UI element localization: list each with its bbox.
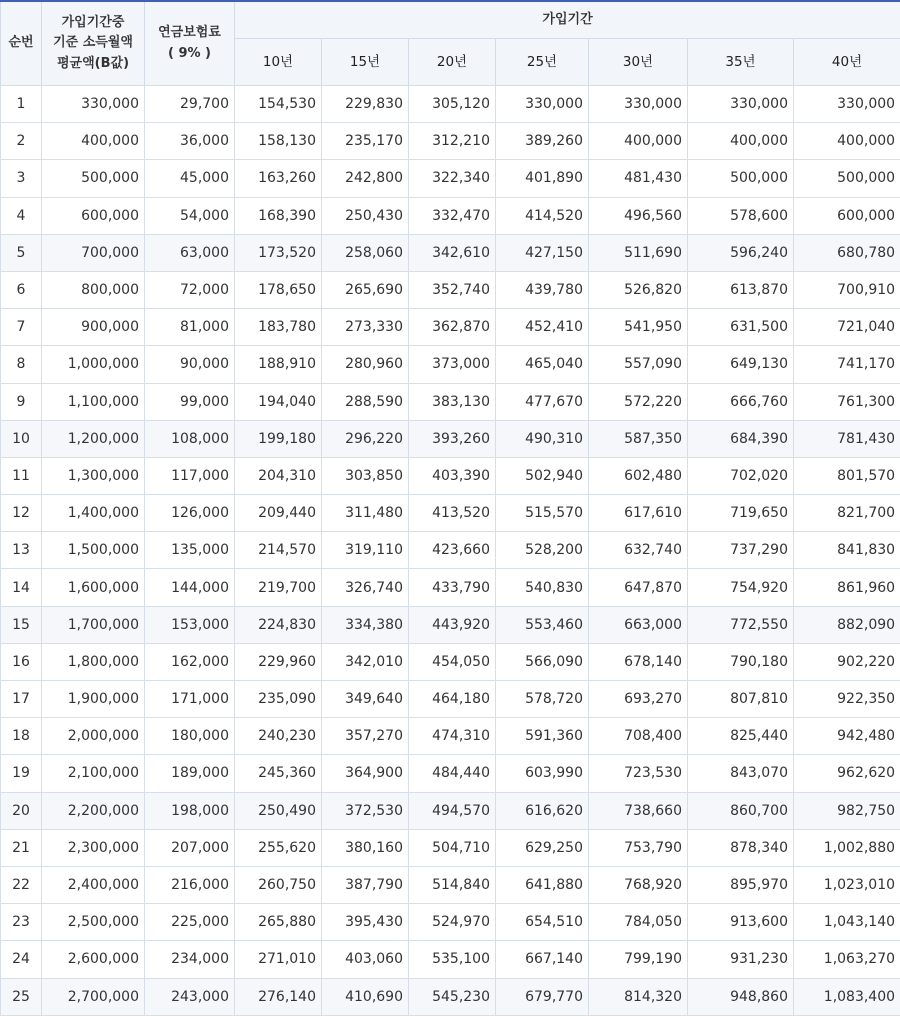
table-row [1,309,900,346]
table-row [1,383,900,420]
table-cell: 587,350 [589,420,688,457]
table-cell: 700,910 [794,271,900,308]
table-cell: 54,000 [145,197,235,234]
header-seq: 순번 [1,1,42,86]
header-premium [145,1,235,86]
table-cell: 942,480 [794,718,900,755]
table-row [1,978,900,1015]
table-cell: 629,250 [496,829,589,866]
table-cell: 807,810 [688,681,794,718]
row-number: 22 [1,866,42,903]
table-cell: 423,660 [409,532,496,569]
row-number: 18 [1,718,42,755]
table-cell: 616,620 [496,792,589,829]
table-cell: 566,090 [496,643,589,680]
table-cell: 258,060 [322,234,409,271]
row-number: 20 [1,792,42,829]
table-cell: 684,390 [688,420,794,457]
row-number: 8 [1,346,42,383]
row-number: 9 [1,383,42,420]
header-income-line: 평균액(B값) [56,55,130,71]
table-cell: 198,000 [145,792,235,829]
table-cell: 342,010 [322,643,409,680]
table-cell: 494,570 [409,792,496,829]
table-cell: 255,620 [235,829,322,866]
table-cell: 647,870 [589,569,688,606]
table-cell: 741,170 [794,346,900,383]
table-cell: 380,160 [322,829,409,866]
table-cell: 1,800,000 [42,643,145,680]
header-premium-line: ( 9% ) [167,45,211,61]
table-cell: 265,690 [322,271,409,308]
table-cell: 413,520 [409,495,496,532]
table-cell: 403,060 [322,941,409,978]
table-cell: 632,740 [589,532,688,569]
table-row [1,86,900,123]
table-cell: 452,410 [496,309,589,346]
table-cell: 596,240 [688,234,794,271]
table-cell: 357,270 [322,718,409,755]
table-cell: 334,380 [322,606,409,643]
table-cell: 153,000 [145,606,235,643]
table-cell: 349,640 [322,681,409,718]
row-number: 12 [1,495,42,532]
table-cell: 477,670 [496,383,589,420]
table-cell: 234,000 [145,941,235,978]
table-cell: 240,230 [235,718,322,755]
table-cell: 861,960 [794,569,900,606]
table-cell: 235,170 [322,123,409,160]
table-cell: 902,220 [794,643,900,680]
table-row [1,457,900,494]
table-cell: 342,610 [409,234,496,271]
header-year: 40년 [794,39,900,86]
table-cell: 207,000 [145,829,235,866]
row-number: 24 [1,941,42,978]
table-cell: 895,970 [688,866,794,903]
table-cell: 772,550 [688,606,794,643]
table-cell: 224,830 [235,606,322,643]
table-cell: 2,400,000 [42,866,145,903]
table-row [1,495,900,532]
table-cell: 373,000 [409,346,496,383]
table-cell: 154,530 [235,86,322,123]
table-cell: 738,660 [589,792,688,829]
table-cell: 603,990 [496,755,589,792]
table-cell: 1,200,000 [42,420,145,457]
table-row [1,755,900,792]
table-cell: 541,950 [589,309,688,346]
table-cell: 330,000 [42,86,145,123]
table-cell: 631,500 [688,309,794,346]
table-cell: 591,360 [496,718,589,755]
table-cell: 330,000 [794,86,900,123]
row-number: 6 [1,271,42,308]
header-year: 10년 [235,39,322,86]
table-cell: 400,000 [42,123,145,160]
table-cell: 484,440 [409,755,496,792]
table-cell: 790,180 [688,643,794,680]
table-cell: 332,470 [409,197,496,234]
table-cell: 330,000 [496,86,589,123]
table-cell: 168,390 [235,197,322,234]
header-year: 25년 [496,39,589,86]
table-cell: 1,900,000 [42,681,145,718]
table-cell: 171,000 [145,681,235,718]
table-cell: 737,290 [688,532,794,569]
table-cell: 63,000 [145,234,235,271]
table-cell: 667,140 [496,941,589,978]
table-cell: 1,700,000 [42,606,145,643]
table-cell: 500,000 [688,160,794,197]
table-cell: 841,830 [794,532,900,569]
table-cell: 578,720 [496,681,589,718]
table-cell: 557,090 [589,346,688,383]
table-row [1,160,900,197]
table-cell: 719,650 [688,495,794,532]
table-cell: 229,960 [235,643,322,680]
table-row [1,123,900,160]
row-number: 1 [1,86,42,123]
table-cell: 500,000 [794,160,900,197]
table-cell: 922,350 [794,681,900,718]
table-cell: 180,000 [145,718,235,755]
table-cell: 641,880 [496,866,589,903]
table-cell: 663,000 [589,606,688,643]
table-cell: 454,050 [409,643,496,680]
row-number: 15 [1,606,42,643]
table-cell: 216,000 [145,866,235,903]
table-cell: 931,230 [688,941,794,978]
table-cell: 1,500,000 [42,532,145,569]
table-cell: 553,460 [496,606,589,643]
table-cell: 496,560 [589,197,688,234]
row-number: 23 [1,904,42,941]
table-cell: 2,600,000 [42,941,145,978]
table-cell: 524,970 [409,904,496,941]
table-cell: 578,600 [688,197,794,234]
table-cell: 288,590 [322,383,409,420]
table-cell: 2,500,000 [42,904,145,941]
table-cell: 439,780 [496,271,589,308]
table-cell: 540,830 [496,569,589,606]
table-cell: 326,740 [322,569,409,606]
table-cell: 465,040 [496,346,589,383]
table-cell: 271,010 [235,941,322,978]
table-cell: 229,830 [322,86,409,123]
table-cell: 250,490 [235,792,322,829]
header-year: 35년 [688,39,794,86]
table-cell: 243,000 [145,978,235,1015]
table-cell: 600,000 [794,197,900,234]
table-row [1,234,900,271]
table-cell: 1,300,000 [42,457,145,494]
header-income-line: 기준 소득월액 [53,35,133,51]
header-year: 15년 [322,39,409,86]
table-cell: 265,880 [235,904,322,941]
table-cell: 2,700,000 [42,978,145,1015]
table-row [1,606,900,643]
table-cell: 72,000 [145,271,235,308]
table-cell: 754,920 [688,569,794,606]
header-premium-line: 연금보험료 [158,25,221,41]
table-cell: 2,300,000 [42,829,145,866]
table-cell: 305,120 [409,86,496,123]
table-cell: 311,480 [322,495,409,532]
table-cell: 843,070 [688,755,794,792]
table-cell: 502,940 [496,457,589,494]
table-cell: 235,090 [235,681,322,718]
table-cell: 504,710 [409,829,496,866]
table-row [1,829,900,866]
row-number: 5 [1,234,42,271]
row-number: 11 [1,457,42,494]
table-cell: 280,960 [322,346,409,383]
table-cell: 490,310 [496,420,589,457]
row-number: 3 [1,160,42,197]
table-cell: 189,000 [145,755,235,792]
table-cell: 242,800 [322,160,409,197]
row-number: 4 [1,197,42,234]
table-cell: 214,570 [235,532,322,569]
table-cell: 913,600 [688,904,794,941]
table-cell: 194,040 [235,383,322,420]
table-cell: 1,063,270 [794,941,900,978]
table-cell: 364,900 [322,755,409,792]
table-cell: 312,210 [409,123,496,160]
table-cell: 387,790 [322,866,409,903]
table-cell: 99,000 [145,383,235,420]
table-cell: 1,400,000 [42,495,145,532]
table-row [1,792,900,829]
table-cell: 500,000 [42,160,145,197]
table-cell: 535,100 [409,941,496,978]
table-cell: 219,700 [235,569,322,606]
table-cell: 982,750 [794,792,900,829]
table-cell: 225,000 [145,904,235,941]
table-cell: 768,920 [589,866,688,903]
table-cell: 36,000 [145,123,235,160]
table-cell: 702,020 [688,457,794,494]
header-income [42,1,145,86]
table-cell: 383,130 [409,383,496,420]
table-cell: 126,000 [145,495,235,532]
table-row [1,569,900,606]
table-cell: 414,520 [496,197,589,234]
table-cell: 515,570 [496,495,589,532]
table-cell: 400,000 [794,123,900,160]
table-cell: 900,000 [42,309,145,346]
table-cell: 403,390 [409,457,496,494]
table-cell: 600,000 [42,197,145,234]
table-cell: 878,340 [688,829,794,866]
table-cell: 700,000 [42,234,145,271]
table-cell: 721,040 [794,309,900,346]
table-row [1,904,900,941]
table-cell: 882,090 [794,606,900,643]
table-cell: 784,050 [589,904,688,941]
table-cell: 108,000 [145,420,235,457]
table-cell: 1,002,880 [794,829,900,866]
header-period: 가입기간 [235,1,900,39]
table-cell: 352,740 [409,271,496,308]
table-row [1,197,900,234]
table-cell: 204,310 [235,457,322,494]
table-cell: 708,400 [589,718,688,755]
row-number: 25 [1,978,42,1015]
table-cell: 296,220 [322,420,409,457]
table-row [1,866,900,903]
row-number: 2 [1,123,42,160]
table-cell: 799,190 [589,941,688,978]
table-cell: 81,000 [145,309,235,346]
table-cell: 679,770 [496,978,589,1015]
table-cell: 245,360 [235,755,322,792]
table-cell: 723,530 [589,755,688,792]
table-cell: 401,890 [496,160,589,197]
table-row [1,643,900,680]
table-cell: 330,000 [589,86,688,123]
table-header [1,1,900,86]
table-cell: 814,320 [589,978,688,1015]
table-row [1,346,900,383]
table-cell: 389,260 [496,123,589,160]
table-cell: 144,000 [145,569,235,606]
table-cell: 511,690 [589,234,688,271]
table-cell: 178,650 [235,271,322,308]
row-number: 16 [1,643,42,680]
table-cell: 1,100,000 [42,383,145,420]
table-cell: 528,200 [496,532,589,569]
table-cell: 514,840 [409,866,496,903]
row-number: 7 [1,309,42,346]
table-cell: 474,310 [409,718,496,755]
table-cell: 433,790 [409,569,496,606]
table-row [1,681,900,718]
row-number: 14 [1,569,42,606]
header-year: 30년 [589,39,688,86]
table-cell: 693,270 [589,681,688,718]
table-cell: 1,600,000 [42,569,145,606]
table-cell: 427,150 [496,234,589,271]
table-cell: 400,000 [589,123,688,160]
table-cell: 666,760 [688,383,794,420]
header-year: 20년 [409,39,496,86]
row-number: 21 [1,829,42,866]
table-cell: 1,043,140 [794,904,900,941]
table-cell: 1,023,010 [794,866,900,903]
table-cell: 1,000,000 [42,346,145,383]
table-cell: 617,610 [589,495,688,532]
row-number: 19 [1,755,42,792]
table-cell: 613,870 [688,271,794,308]
table-cell: 250,430 [322,197,409,234]
row-number: 17 [1,681,42,718]
table-cell: 654,510 [496,904,589,941]
table-cell: 821,700 [794,495,900,532]
table-cell: 117,000 [145,457,235,494]
table-cell: 400,000 [688,123,794,160]
table-cell: 464,180 [409,681,496,718]
table-row [1,532,900,569]
table-cell: 260,750 [235,866,322,903]
table-cell: 649,130 [688,346,794,383]
table-cell: 90,000 [145,346,235,383]
table-cell: 602,480 [589,457,688,494]
table-cell: 410,690 [322,978,409,1015]
table-cell: 825,440 [688,718,794,755]
table-cell: 45,000 [145,160,235,197]
table-cell: 158,130 [235,123,322,160]
table-cell: 761,300 [794,383,900,420]
table-cell: 173,520 [235,234,322,271]
table-cell: 2,000,000 [42,718,145,755]
table-cell: 162,000 [145,643,235,680]
table-cell: 199,180 [235,420,322,457]
table-cell: 678,140 [589,643,688,680]
table-cell: 29,700 [145,86,235,123]
table-cell: 443,920 [409,606,496,643]
table-cell: 183,780 [235,309,322,346]
table-cell: 276,140 [235,978,322,1015]
table-cell: 273,330 [322,309,409,346]
table-cell: 572,220 [589,383,688,420]
table-row [1,718,900,755]
table-cell: 800,000 [42,271,145,308]
table-cell: 319,110 [322,532,409,569]
table-cell: 753,790 [589,829,688,866]
header-income-line: 가입기간중 [61,15,125,31]
table-cell: 135,000 [145,532,235,569]
table-cell: 393,260 [409,420,496,457]
table-cell: 209,440 [235,495,322,532]
table-cell: 303,850 [322,457,409,494]
table-cell: 2,200,000 [42,792,145,829]
table-cell: 801,570 [794,457,900,494]
table-cell: 2,100,000 [42,755,145,792]
table-cell: 860,700 [688,792,794,829]
table-cell: 330,000 [688,86,794,123]
table-cell: 680,780 [794,234,900,271]
table-cell: 526,820 [589,271,688,308]
table-row [1,941,900,978]
row-number: 10 [1,420,42,457]
table-cell: 372,530 [322,792,409,829]
table-cell: 163,260 [235,160,322,197]
table-cell: 781,430 [794,420,900,457]
table-cell: 322,340 [409,160,496,197]
table-row [1,420,900,457]
table-cell: 481,430 [589,160,688,197]
table-cell: 1,083,400 [794,978,900,1015]
table-body [1,86,900,1016]
table-cell: 948,860 [688,978,794,1015]
table-cell: 545,230 [409,978,496,1015]
table-cell: 188,910 [235,346,322,383]
row-number: 13 [1,532,42,569]
table-cell: 395,430 [322,904,409,941]
table-row [1,271,900,308]
table-cell: 962,620 [794,755,900,792]
table-cell: 362,870 [409,309,496,346]
